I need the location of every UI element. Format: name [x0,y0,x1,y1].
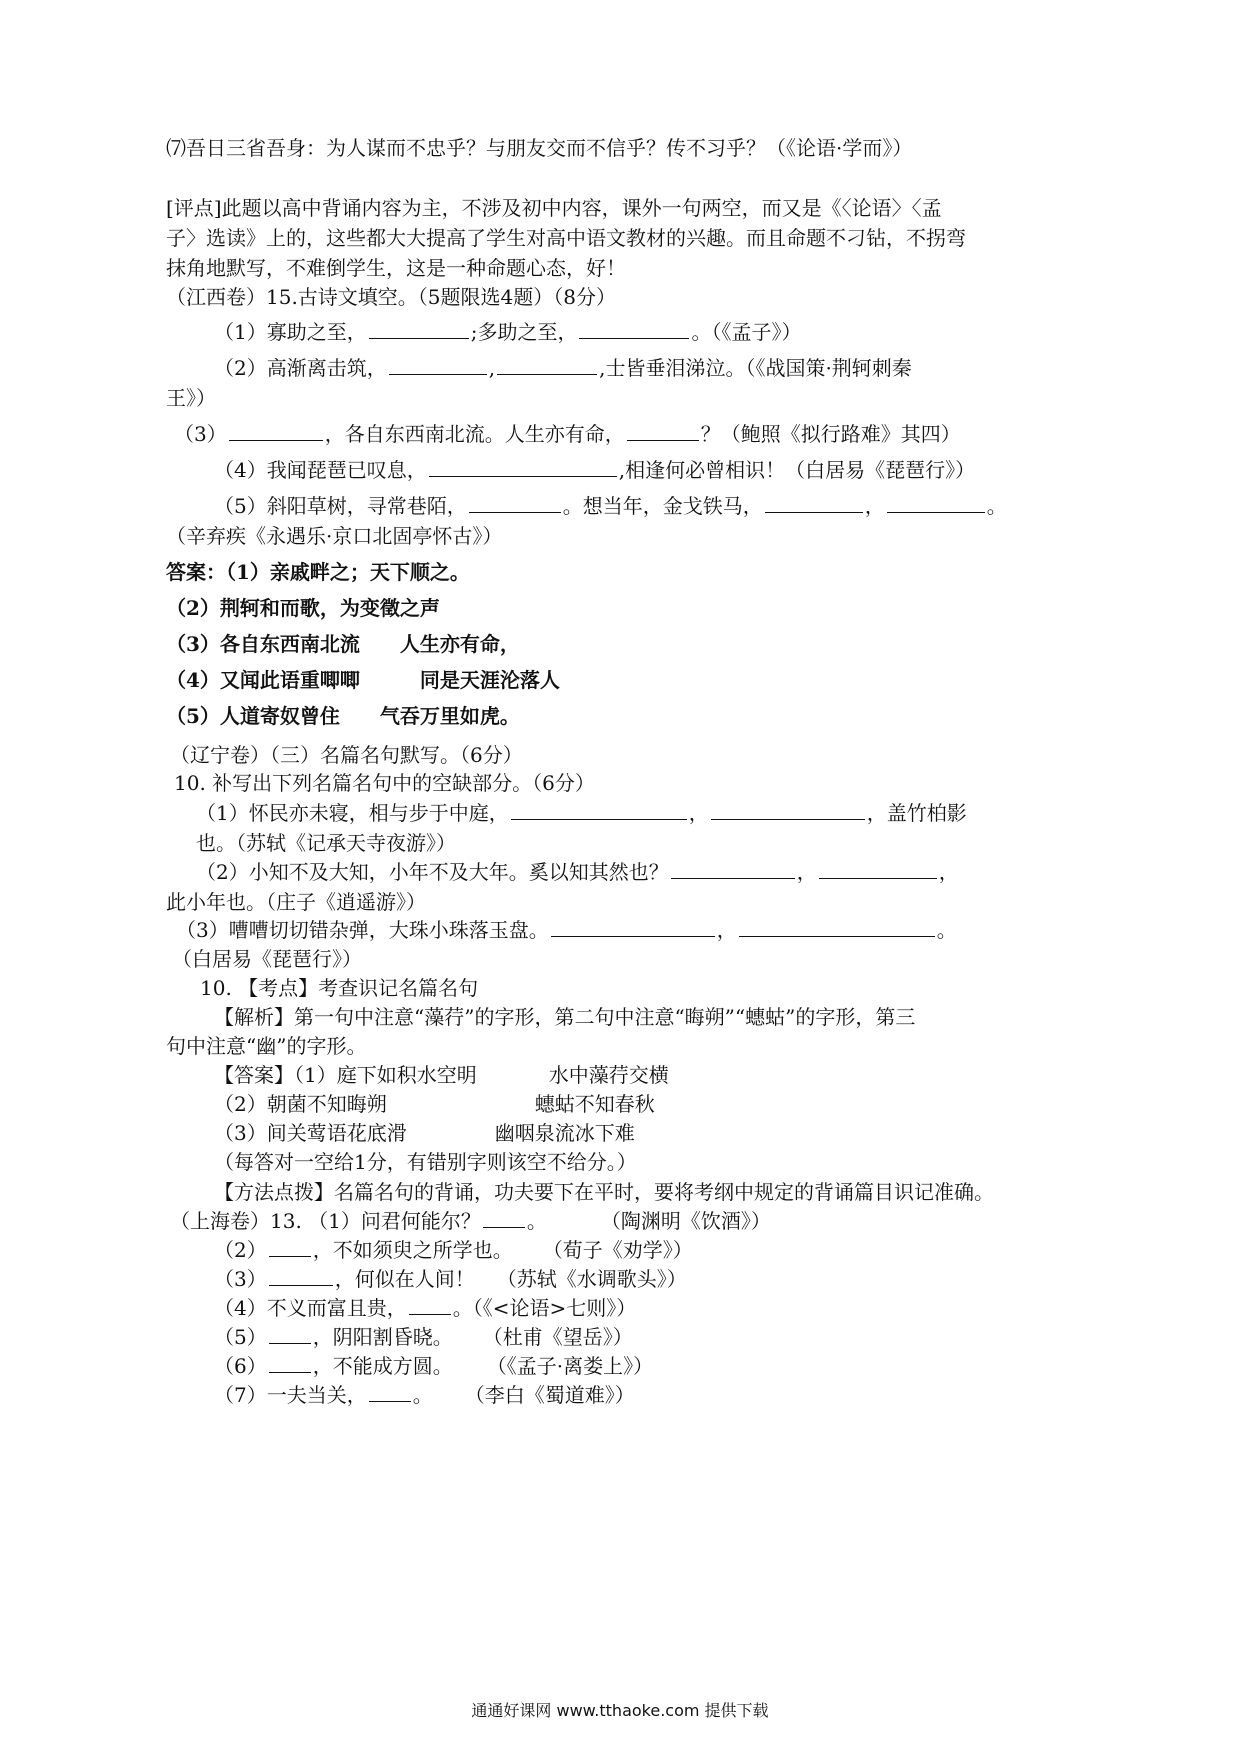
answer-blank[interactable] [269,1323,311,1344]
liaoning-q1-text-b: ， [688,801,709,825]
shanghai-q4-text-a: （4）不义而富且贵， [214,1296,407,1320]
answer-blank[interactable] [739,916,935,937]
answer-blank[interactable] [887,492,985,513]
jiangxi-q3-text-a: （3） [174,422,227,446]
shanghai-q5-text-c: （杜甫《望岳》） [482,1325,633,1349]
liaoning-answer-2 [214,1089,655,1119]
jiangxi-answer-2: （2）荆轲和而歌，为变徵之声 [166,596,440,620]
answer-blank[interactable] [469,492,561,513]
jiangxi-q2-text-a: （2）高渐离击筑， [214,356,387,380]
shanghai-q1 [170,1206,771,1236]
answer-text: 同是天涯沦落人 [419,668,560,692]
jiangxi-header: （江西卷）15.古诗文填空。（5题限选4题）（8分） [166,285,616,309]
shanghai-q5 [214,1322,633,1352]
shanghai-q7-text-a: （7）一夫当关， [214,1383,367,1407]
jiangxi-q5-text-c: ， [864,494,885,518]
jiangxi-q2-cont: 王》） [166,386,216,410]
shanghai-q1-text-c: （陶渊明《饮酒》） [600,1209,771,1233]
comment-line-3: 抹角地默写，不难倒学生，这是一种命题心态，好！ [166,256,626,280]
answer-blank[interactable] [409,1294,451,1315]
answer-text: 水中藻荇交横 [548,1063,669,1087]
liaoning-scoring-note: （每答对一空给1分，有错别字则该空不给分。） [214,1150,637,1174]
jiangxi-q1-text-a: （1）寡助之至， [214,320,367,344]
liaoning-jiexi-2: 句中注意“幽”的字形。 [166,1034,367,1058]
liaoning-q2-text-c: ， [938,860,959,884]
answer-blank[interactable] [389,354,487,375]
jiangxi-q1-text-c: 。（《孟子》） [691,320,802,344]
shanghai-q2-text-c: （荀子《劝学》） [542,1238,693,1262]
liaoning-method: 【方法点拨】名篇名句的背诵，功夫要下在平时，要将考纲中规定的背诵篇目识记准确。 [214,1180,994,1204]
answer-blank[interactable] [819,858,937,879]
jiangxi-q2 [214,353,912,383]
jiangxi-answer-1 [166,557,470,587]
jiangxi-q4 [214,455,975,485]
answer-blank[interactable] [229,420,323,441]
liaoning-header: （辽宁卷）（三）名篇名句默写。（6分） [170,743,523,767]
shanghai-q4 [214,1293,636,1323]
answer-text: 人生亦有命， [399,632,520,656]
shanghai-q2 [214,1235,693,1265]
liaoning-q3-text-a: （3）嘈嘈切切错杂弹，大珠小珠落玉盘。 [176,918,549,942]
jiangxi-q1 [214,317,801,347]
answer-blank[interactable] [765,492,863,513]
liaoning-q3-text-b: ， [716,918,737,942]
shanghai-q6-text-a: （6） [214,1354,267,1378]
lunyu-line: ⑺吾日三省吾身：为人谋而不忠乎？与朋友交而不信乎？传不习乎？（《论语·学而》） [166,136,913,160]
shanghai-q2-text-a: （2） [214,1238,267,1262]
answer-text: （2）朝菌不知晦朔 [214,1092,387,1116]
answer-blank[interactable] [369,318,469,339]
jiangxi-q5-text-d: 。 [986,494,1007,518]
answer-label: 答案： [166,560,226,584]
answer-text: 气吞万里如虎。 [379,704,520,728]
shanghai-q1-text-a: （上海卷）13. （1）问君何能尔？ [170,1209,481,1233]
answer-blank[interactable] [497,354,597,375]
liaoning-q1-text-c: ，盖竹柏影 [866,801,967,825]
liaoning-kaodian: 10. 【考点】考查识记名篇名句 [200,976,479,1000]
answer-blank[interactable] [579,318,689,339]
comment-line-1: [评点]此题以高中背诵内容为主，不涉及初中内容，课外一句两空，而又是《〈论语〉〈孟 [166,196,942,220]
liaoning-q10: 10. 补写出下列名篇名句中的空缺部分。（6分） [174,771,595,795]
answer-blank[interactable] [483,1207,525,1228]
liaoning-jiexi-1: 【解析】第一句中注意“藻荇”的字形，第二句中注意“晦朔”“蟪蛄”的字形，第三 [214,1005,916,1029]
jiangxi-q2-text-c: ,士皆垂泪涕泣。（《战国策·荆轲刺秦 [599,356,912,380]
liaoning-q3-text-c: 。 [936,918,957,942]
liaoning-q2-text-b: ， [796,860,817,884]
shanghai-q4-text-b: 。（《<论语>七则》） [452,1296,637,1320]
jiangxi-q4-text-b: ,相逢何必曾相识！（白居易《琵琶行》） [618,458,976,482]
liaoning-q1-text-a: （1）怀民亦未寝，相与步于中庭， [196,801,509,825]
answer-text: （5）人道寄奴曾住 [166,704,340,728]
answer-blank[interactable] [551,916,715,937]
liaoning-q2-cont: 此小年也。（庄子《逍遥游》） [166,890,426,914]
answer-text: （1）亲戚畔之；天下顺之。 [226,560,470,584]
answer-text: 幽咽泉流冰下难 [494,1121,635,1145]
liaoning-q1-cont: 也。（苏轼《记承天寺夜游》） [196,831,456,855]
jiangxi-q4-text-a: （4）我闻琵琶已叹息， [214,458,427,482]
answer-text: （3）间关莺语花底滑 [214,1121,407,1145]
answer-blank[interactable] [269,1352,311,1373]
answer-blank[interactable] [429,456,617,477]
liaoning-q1 [196,798,967,828]
jiangxi-q3 [174,419,961,449]
comment-line-2: 子〉选读》上的，这些都大大提高了学生对高中语文教材的兴趣。而且命题不刁钻，不拐弯 [166,226,966,250]
answer-blank[interactable] [269,1265,333,1286]
shanghai-q3 [214,1264,687,1294]
page-footer: 通通好课网 www.tthaoke.com 提供下载 [471,1701,769,1720]
shanghai-q7-text-c: （李白《蜀道难》） [464,1383,635,1407]
liaoning-answer-3 [214,1118,635,1148]
jiangxi-q5-cont: （辛弃疾《永遇乐·京口北固亭怀古》） [166,524,503,548]
shanghai-q6-text-b: ，不能成方圆。 [312,1354,453,1378]
answer-text: 蟪蛄不知春秋 [534,1092,655,1116]
answer-text: （3）各自东西南北流 [166,632,360,656]
liaoning-q3-cont: （白居易《琵琶行》） [172,947,362,971]
shanghai-q5-text-b: ，阴阳割昏晓。 [312,1325,453,1349]
answer-text: 【答案】（1）庭下如积水空明 [214,1063,477,1087]
shanghai-q7-text-b: 。 [412,1383,433,1407]
jiangxi-q2-text-b: , [488,356,496,380]
answer-blank[interactable] [671,858,795,879]
jiangxi-q3-text-b: ，各自东西南北流。人生亦有命， [324,422,625,446]
liaoning-q2 [196,857,959,887]
answer-blank[interactable] [627,420,699,441]
answer-blank[interactable] [711,799,865,820]
shanghai-q3-text-a: （3） [214,1267,267,1291]
jiangxi-q1-text-b: ;多助之至， [470,320,578,344]
shanghai-q7 [214,1380,635,1410]
shanghai-q3-text-c: （苏轼《水调歌头》） [496,1267,687,1291]
jiangxi-q5 [214,491,1007,521]
liaoning-q2-text-a: （2）小知不及大知，小年不及大年。奚以知其然也？ [196,860,669,884]
shanghai-q6 [214,1351,653,1381]
shanghai-q2-text-b: ，不如须臾之所学也。 [312,1238,513,1262]
jiangxi-q5-text-b: 。想当年，金戈铁马， [562,494,763,518]
shanghai-q1-text-b: 。 [526,1209,547,1233]
liaoning-answer-1 [214,1060,669,1090]
answer-blank[interactable] [269,1236,311,1257]
answer-blank[interactable] [369,1381,411,1402]
jiangxi-answer-3 [166,629,520,659]
jiangxi-q5-text-a: （5）斜阳草树，寻常巷陌， [214,494,467,518]
shanghai-q5-text-a: （5） [214,1325,267,1349]
shanghai-q6-text-c: （《孟子·离娄上》） [486,1354,654,1378]
jiangxi-answer-5 [166,701,520,731]
shanghai-q3-text-b: ，何似在人间！ [334,1267,475,1291]
answer-blank[interactable] [511,799,687,820]
jiangxi-q3-text-c: ？（鲍照《拟行路难》其四） [700,422,961,446]
answer-text: （4）又闻此语重唧唧 [166,668,360,692]
jiangxi-answer-4 [166,665,560,695]
liaoning-q3 [176,915,957,945]
